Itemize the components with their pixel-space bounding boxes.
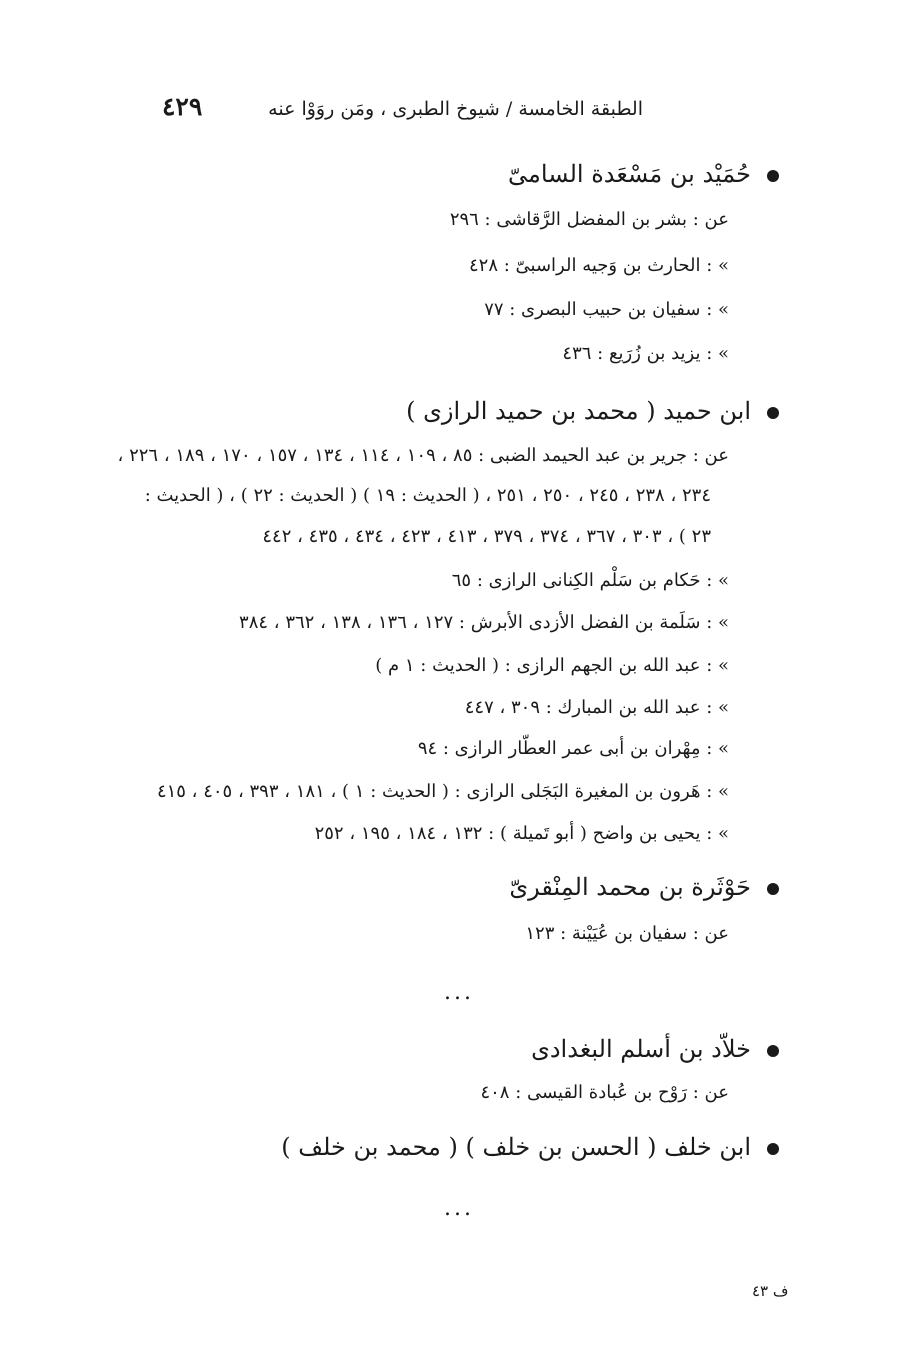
entry-line: » : مِهْران بن أبى عمر العطّار الرازى : ٩٤: [417, 738, 729, 759]
entry-line: » : الحارث بن وَجيه الراسبىّ : ٤٢٨: [469, 255, 729, 276]
entry-line: » : سَلَمة بن الفضل الأزدى الأبرش : ١٢٧ ، ١٣٦ ، ١٣٨ ، ٣٦٢ ، ٣٨٤: [239, 612, 729, 633]
entry-line: » : يحيى بن واضح ( أبو تَميلة ) : ١٣٢ ، ١٨٤ ، ١٩٥ ، ٢٥٢: [314, 823, 729, 844]
omission-marker: ...: [444, 1196, 474, 1221]
entry-heading-humayd: [508, 160, 779, 188]
entry-heading-ibn-khalaf: [281, 1133, 779, 1161]
entry-line: » : حَكام بن سَلْم الكِنانى الرازى : ٦٥: [451, 570, 729, 591]
entry-name: ابن حميد ( محمد بن حميد الرازى ): [406, 397, 751, 425]
entry-line: ٢٣٤ ، ٢٣٨ ، ٢٤٥ ، ٢٥٠ ، ٢٥١ ، ( الحديث : ١٩ ) ( الحديث : ٢٢ ) ، ( الحديث :: [144, 485, 711, 506]
bullet-icon: [767, 407, 779, 419]
entry-heading-khallad: [531, 1035, 779, 1063]
entry-line: » : سفيان بن حبيب البصرى : ٧٧: [484, 299, 729, 320]
entry-line: عن : سفيان بن عُيَيْنة : ١٢٣: [525, 923, 729, 944]
entry-name: خلاّد بن أسلم البغدادى: [531, 1035, 751, 1063]
entry-line: عن : رَوْح بن عُبادة القيسى : ٤٠٨: [480, 1082, 729, 1103]
running-header-title: الطبقة الخامسة / شيوخ الطبرى ، ومَن روَوْا عنه: [268, 98, 643, 120]
entry-line: عن : جرير بن عبد الحيمد الضبى : ٨٥ ، ١٠٩ ، ١١٤ ، ١٣٤ ، ١٥٧ ، ١٧٠ ، ١٨٩ ، ٢٢٦ ،: [117, 445, 729, 466]
omission-marker: ...: [444, 980, 474, 1005]
entry-name: ابن خلف ( الحسن بن خلف ) ( محمد بن خلف ): [281, 1133, 751, 1161]
entry-line: عن : بشر بن المفضل الرَّقاشى : ٢٩٦: [449, 209, 729, 230]
entry-line: » : يزيد بن زُرَيع : ٤٣٦: [562, 343, 729, 364]
bullet-icon: [767, 1045, 779, 1057]
bullet-icon: [767, 1143, 779, 1155]
entry-name: حَوْثَرة بن محمد المِنْقرىّ: [509, 873, 751, 901]
entry-line: ٢٣ ) ، ٣٠٣ ، ٣٦٧ ، ٣٧٤ ، ٣٧٩ ، ٤١٣ ، ٤٢٣ ، ٤٣٤ ، ٤٣٥ ، ٤٤٢: [262, 526, 711, 547]
page-number: ٤٢٩: [162, 92, 203, 121]
bullet-icon: [767, 170, 779, 182]
entry-heading-hawthara: [509, 873, 779, 901]
entry-line: » : عبد الله بن الجهم الرازى : ( الحديث : ١ م ): [375, 655, 729, 676]
bullet-icon: [767, 883, 779, 895]
entry-name: حُمَيْد بن مَسْعَدة السامىّ: [508, 160, 751, 188]
entry-line: » : هَرون بن المغيرة البَجَلى الرازى : ( الحديث : ١ ) ، ١٨١ ، ٣٩٣ ، ٤٠٥ ، ٤١٥: [156, 781, 729, 802]
entry-line: » : عبد الله بن المبارك : ٣٠٩ ، ٤٤٧: [464, 697, 729, 718]
entry-heading-ibn-humayd: [406, 397, 779, 425]
signature-mark: ف ٤٣: [752, 1282, 789, 1300]
